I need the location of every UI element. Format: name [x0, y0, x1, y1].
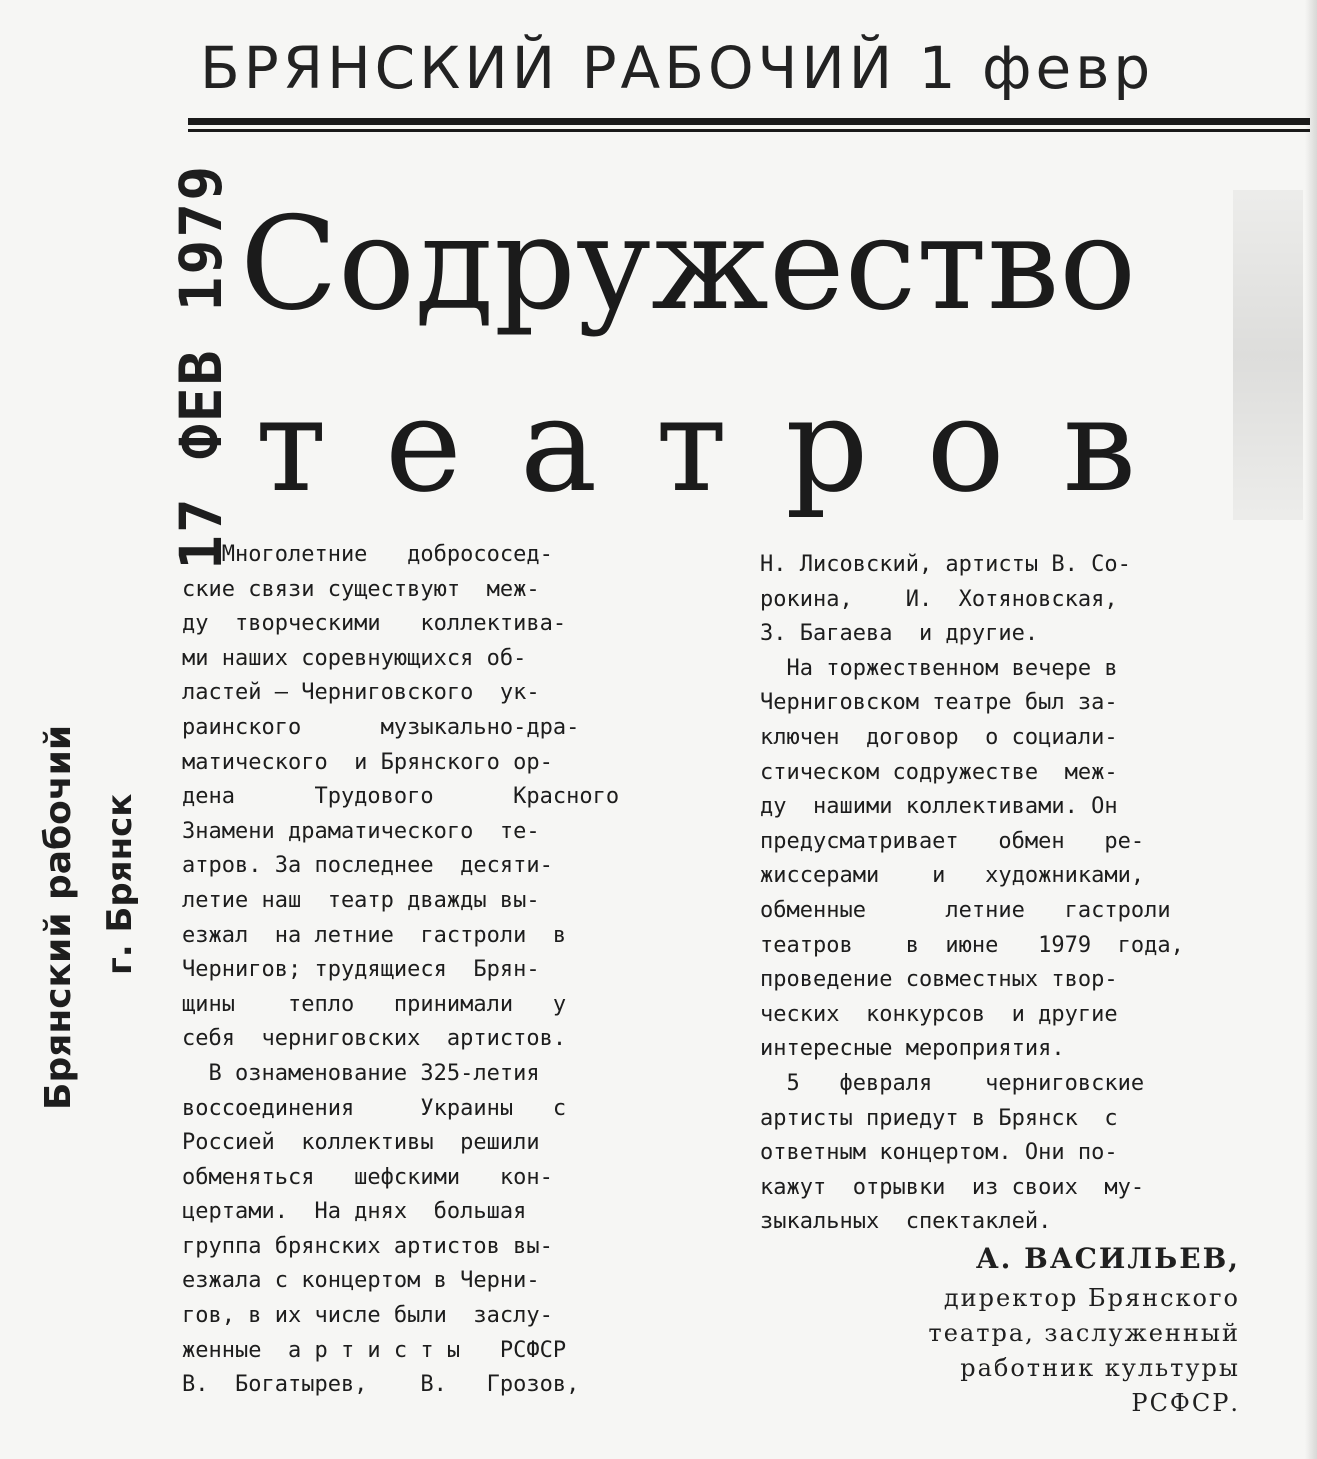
article-line: интересные мероприятия. — [760, 1036, 1065, 1062]
article-line: Черниговском театре был за- — [760, 690, 1118, 716]
headline-line-2: театров — [255, 369, 1194, 521]
article-line: матического и Брянского ор- — [182, 749, 553, 775]
article-line: проведение совместных твор- — [760, 967, 1118, 993]
article-line: ческих конкурсов и другие — [760, 1001, 1118, 1027]
stamp-paper-name: Брянский рабочий — [38, 724, 79, 1110]
article-line: атров. За последнее десяти- — [182, 853, 553, 879]
article-line: зыкальных спектаклей. — [760, 1209, 1052, 1235]
article-line: рокина, И. Хотяновская, — [760, 586, 1118, 612]
article-line: кажут отрывки из своих му- — [760, 1174, 1145, 1200]
article-line: Знамени драматического те- — [182, 818, 540, 844]
article-line: артисты приедут в Брянск с — [760, 1105, 1118, 1131]
article-line: обменяться шефскими кон- — [182, 1164, 553, 1190]
article-line: предусматривает обмен ре- — [760, 828, 1145, 854]
article-line: В. Богатырев, В. Грозов, — [182, 1372, 580, 1398]
article-line: воссоединения Украины с — [182, 1095, 567, 1121]
article-line: цертами. На днях большая — [182, 1199, 527, 1225]
author-name: А. ВАСИЛЬЕВ, — [975, 1242, 1240, 1275]
article-line: Многолетние добрососед- — [182, 542, 553, 567]
author-title-line-4: РСФСР. — [1131, 1389, 1240, 1417]
masthead-rule-thick — [188, 118, 1310, 125]
stamp-city: г. Брянск — [100, 793, 140, 975]
headline-line-1: Содружество — [240, 190, 1137, 339]
article-line: гов, в их числе были заслу- — [182, 1303, 553, 1329]
article-line: З. Багаева и другие. — [760, 621, 1039, 647]
article-line: Чернигов; трудящиеся Брян- — [182, 957, 540, 983]
article-line: щины тепло принимали у — [182, 991, 567, 1017]
article-line: езжал на летние гастроли в — [182, 922, 567, 948]
article-line: На торжественном вечере в — [760, 655, 1118, 681]
article-line: В ознаменование 325-летия — [182, 1060, 540, 1086]
article-line: езжала с концертом в Черни- — [182, 1268, 540, 1294]
clipping-edge-shadow — [1305, 0, 1317, 1459]
article-line: 5 февраля черниговские — [760, 1070, 1145, 1096]
article-line: театров в июне 1979 года, — [760, 932, 1184, 958]
article-line: Россией коллективы решили — [182, 1130, 540, 1156]
article-column-left — [182, 538, 712, 1403]
article-line: женные а р т и с т ы РСФСР — [182, 1337, 567, 1363]
newspaper-masthead: БРЯНСКИЙ РАБОЧИЙ 1 февр — [200, 34, 1155, 102]
article-line: стическом содружестве меж- — [760, 759, 1118, 785]
article-line: раинского музыкально-дра- — [182, 714, 580, 740]
article-line: дена Трудового Красного — [182, 784, 620, 810]
date-stamp — [105, 163, 235, 575]
article-line: группа брянских артистов вы- — [182, 1233, 553, 1259]
article-line: себя черниговских артистов. — [182, 1026, 567, 1052]
masthead-rule-thin — [188, 129, 1310, 132]
article-line: ду творческими коллектива- — [182, 611, 567, 637]
article-line: ластей — Черниговского ук- — [182, 680, 540, 706]
article-line: жиссерами и художниками, — [760, 863, 1145, 889]
article-column-right — [760, 548, 1290, 1240]
article-line: ключен договор о социали- — [760, 724, 1118, 750]
article-line: ские связи существуют меж- — [182, 576, 540, 602]
author-title-line-1: директор Брянского — [943, 1284, 1240, 1312]
article-line: ответным концертом. Они по- — [760, 1140, 1118, 1166]
article-line: летие наш театр дважды вы- — [182, 887, 540, 913]
author-title-line-3: работник культуры — [960, 1354, 1240, 1382]
article-line: ду нашими коллективами. Он — [760, 794, 1118, 820]
article-line: ми наших соревнующихся об- — [182, 645, 527, 671]
author-title-line-2: театра, заслуженный — [928, 1319, 1240, 1347]
article-line: обменные летние гастроли — [760, 897, 1171, 923]
article-line: Н. Лисовский, артисты В. Со- — [760, 552, 1131, 577]
stamp-date: 17 ФЕВ 1979 — [167, 163, 235, 570]
